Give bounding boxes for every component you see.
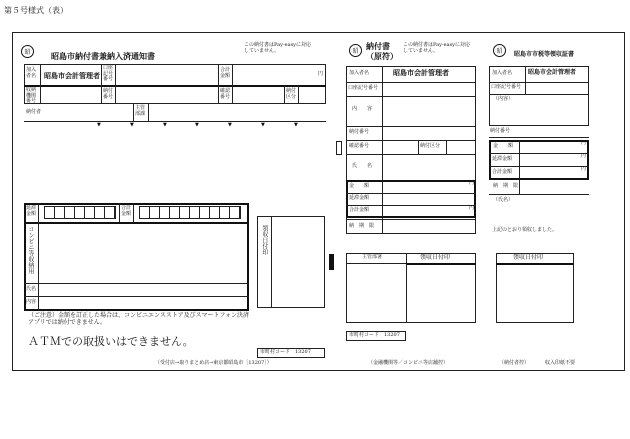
middle-yen-1: 円: [469, 180, 475, 186]
right-deadline-label: 納 期 限: [493, 183, 519, 189]
right-account-label: 口座記号番号: [491, 84, 522, 90]
middle-seal-icon: 昭: [349, 44, 362, 57]
left-total-short-label: 合計金額: [121, 205, 132, 217]
middle-payment-no-label: 納付番号: [349, 129, 370, 135]
left-city-code: 市町村コード 13207: [257, 348, 325, 358]
middle-city-code: 市町村コード 13207: [346, 331, 406, 341]
middle-late-fee-label: 延滞金額: [349, 195, 370, 201]
middle-footer: （金融機関等／コンビニ等店舗控）: [368, 360, 449, 366]
middle-subscriber-label: 加入者名: [349, 70, 370, 76]
form-number: 第５号様式（表）: [4, 6, 68, 15]
middle-payment-class-label: 納付区分: [420, 143, 441, 149]
right-yen-3: 円: [581, 166, 587, 172]
atm-notice: ＡＴＭでの取扱いはできません。: [28, 335, 194, 348]
right-seal-icon: 昭: [493, 44, 506, 57]
left-title: 昭島市納付書兼納入済通知書: [51, 51, 155, 61]
middle-subscriber: 昭島市会計管理者: [393, 68, 449, 77]
left-subscriber-label: 加入者名: [26, 67, 37, 79]
right-amount-label: 金 額: [493, 143, 514, 149]
middle-yen-2: 円: [469, 205, 475, 211]
left-payeasy-note: この納付書はPay-easyに対応していません。: [244, 42, 311, 54]
right-footer-stamp: 収入印紙不要: [545, 360, 576, 366]
left-footer: （受付店→取りまとめ店→東京都昭島市［13207］）: [155, 360, 272, 366]
middle-payeasy-note: この納付書はPay-easyに対応していません。: [403, 42, 470, 54]
right-subscriber-label: 加入者名: [492, 70, 513, 76]
middle-content-label: 内 容: [352, 106, 373, 112]
left-receipt-date-label: 領収日付印: [260, 225, 268, 255]
left-payment-class-label: 納付区分: [286, 88, 297, 100]
right-received-note: 上記のとおり領収しました。: [492, 227, 558, 233]
left-dept-label: 主管部課: [135, 105, 146, 117]
left-confirm-no-label: 確認番号: [220, 88, 231, 100]
right-name-label: （氏名）: [493, 197, 514, 203]
left-content-label: 内容: [26, 299, 37, 305]
late-fee-digit-cells[interactable]: [44, 206, 116, 219]
left-subscriber: 昭島市会計管理者: [44, 71, 100, 80]
middle-name-label: 氏 名: [352, 163, 373, 169]
right-total-label: 合計金額: [492, 169, 513, 175]
right-yen-1: 円: [581, 140, 587, 146]
left-late-fee-label: 延滞金額: [26, 205, 37, 217]
left-name-label: 氏名: [26, 286, 37, 292]
left-amount-table: [24, 203, 249, 311]
left-payer-label: 納付者: [26, 109, 42, 115]
middle-account-label: 口座記号番号: [348, 85, 379, 91]
left-top-table: [24, 64, 326, 104]
right-title: 昭島市市税等領収証書: [514, 51, 575, 58]
right-content-label: （内容）: [493, 96, 514, 102]
middle-title: 納付書（原符）: [366, 41, 398, 61]
left-yen-1: 円: [318, 71, 324, 77]
left-account-label: 口座記号番号: [103, 65, 114, 82]
middle-amount-label: 金 額: [349, 183, 370, 189]
separator-box: [336, 141, 342, 155]
right-yen-2: 円: [581, 153, 587, 159]
black-tick-mark: [329, 254, 334, 270]
middle-receipt-date-label: 領収日付印: [420, 254, 451, 261]
middle-deadline-label: 納 期 限: [349, 223, 375, 229]
right-receipt-date-label: 領収日付印: [513, 254, 544, 261]
right-footer-payer: （納付者控）: [499, 360, 530, 366]
right-payment-no-label: 納付番号: [490, 128, 511, 134]
middle-dept-label: 主管部署: [362, 254, 383, 260]
convenience-label: コンビニ等収納用: [26, 226, 34, 274]
total-digit-cells[interactable]: [139, 206, 241, 219]
right-subscriber: 昭島市会計管理者: [528, 69, 577, 76]
left-payee-code-label: 収納機関番号: [26, 87, 37, 104]
left-notice: （ご注意）金額を訂正した場合は、コンビニエンスストア及びスマートフォン決済アプリでは納付できません。: [28, 312, 250, 326]
left-payment-no-label: 納付番号: [103, 88, 114, 100]
right-late-fee-label: 延滞金額: [492, 156, 513, 162]
middle-confirm-no-label: 確認番号: [349, 143, 370, 149]
city-seal-icon: 昭: [21, 45, 34, 58]
middle-total-label: 合計金額: [349, 207, 370, 213]
left-total-label: 合計金額: [220, 67, 231, 79]
